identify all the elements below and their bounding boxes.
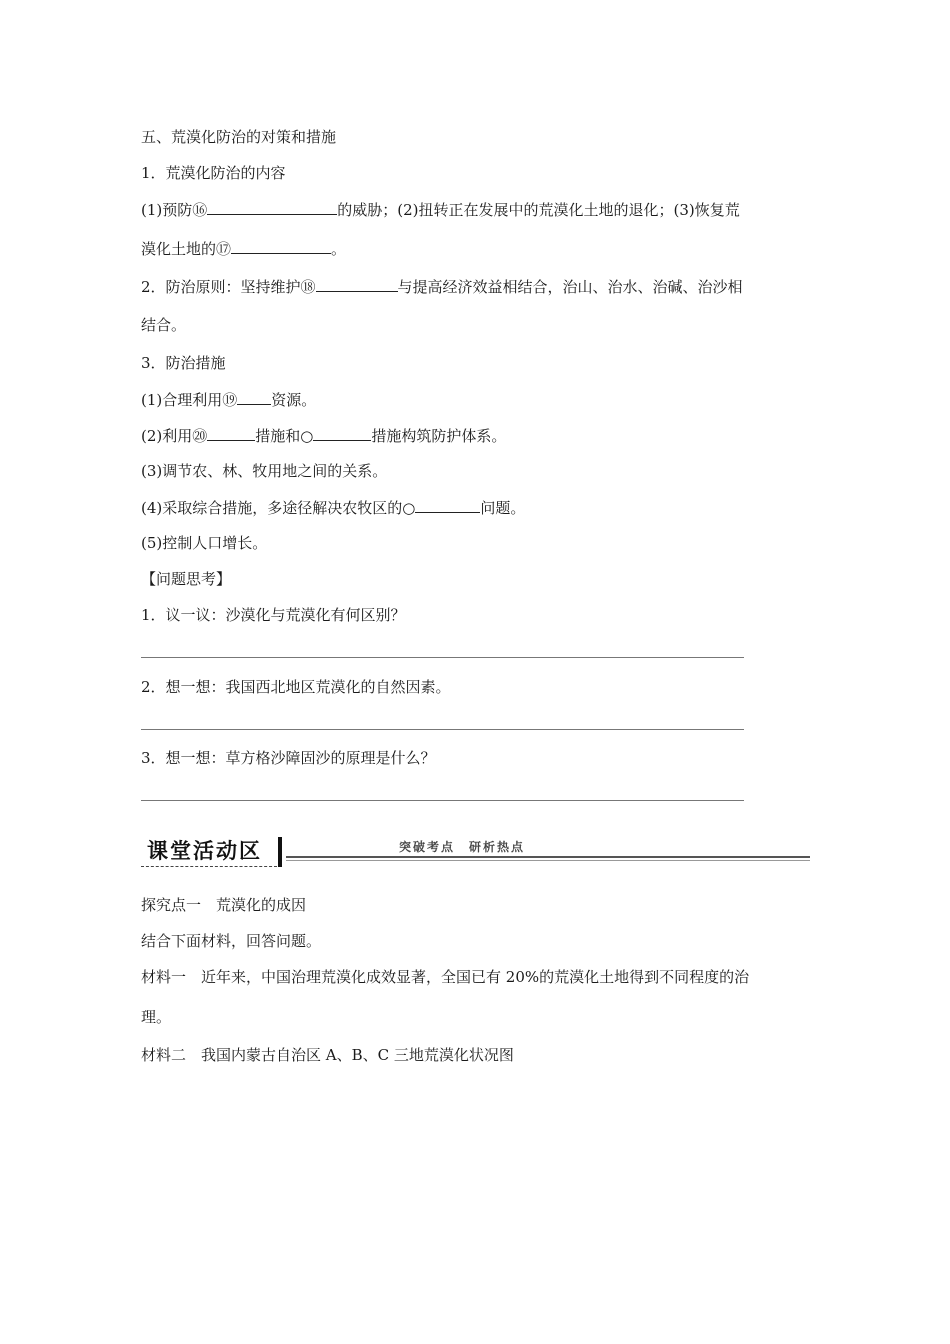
text: (4)采取综合措施，多途径解决农牧区的○ — [141, 499, 416, 517]
measure-2 — [141, 425, 506, 446]
text: 与提高经济效益相结合，治山、治水、治碱、治沙相 — [397, 278, 743, 296]
text: (1)合理利用⑲ — [141, 391, 238, 409]
fill-blank-19[interactable] — [237, 389, 271, 405]
section-heading: 五、荒漠化防治的对策和措施 — [141, 128, 337, 146]
text: (1)预防⑯ — [141, 201, 208, 219]
measure-5: (5)控制人口增长。 — [141, 534, 268, 552]
fill-blank-22[interactable] — [415, 497, 480, 513]
text: 的威胁；(2)扭转正在发展中的荒漠化土地的退化；(3)恢复荒 — [337, 201, 740, 219]
fill-blank-16[interactable] — [207, 199, 337, 215]
text: 资源。 — [271, 391, 317, 409]
measure-4 — [141, 497, 525, 518]
fill-blank-20[interactable] — [207, 425, 255, 441]
measure-1 — [141, 389, 316, 410]
measure-3: (3)调节农、林、牧用地之间的关系。 — [141, 462, 388, 480]
banner-divider-bar — [278, 837, 282, 867]
question-1: 1．议一议：沙漠化与荒漠化有何区别？ — [141, 606, 406, 624]
answer-line-3[interactable] — [141, 800, 744, 801]
item1-title: 1．荒漠化防治的内容 — [141, 164, 286, 182]
text: 措施构筑防护体系。 — [371, 427, 507, 445]
section-banner — [141, 837, 810, 869]
item3-title: 3．防治措施 — [141, 354, 226, 372]
text: 漠化土地的⑰ — [141, 240, 232, 258]
banner-rule-thin — [286, 860, 810, 861]
text: 措施和○ — [255, 427, 314, 445]
question-2: 2．想一想：我国西北地区荒漠化的自然因素。 — [141, 678, 451, 696]
answer-line-2[interactable] — [141, 729, 744, 730]
material-1-line2: 理。 — [141, 1008, 172, 1026]
banner-rule — [286, 856, 810, 858]
question-3: 3．想一想：草方格沙障固沙的原理是什么？ — [141, 749, 436, 767]
answer-line-1[interactable] — [141, 657, 744, 658]
banner-dash-underline — [141, 866, 277, 867]
text: 。 — [331, 240, 347, 258]
fill-blank-17[interactable] — [231, 238, 331, 254]
item1-para-line1 — [141, 199, 740, 220]
fill-blank-18[interactable] — [316, 276, 398, 292]
text: 2．防治原则：坚持维护⑱ — [141, 278, 316, 296]
text: (2)利用⑳ — [141, 427, 208, 445]
explore-point-title: 探究点一 荒漠化的成因 — [141, 896, 307, 914]
item1-para-line2 — [141, 238, 346, 259]
material-2: 材料二 我国内蒙古自治区 A、B、C 三地荒漠化状况图 — [141, 1046, 514, 1064]
item2-line1 — [141, 276, 743, 297]
questions-heading: 【问题思考】 — [141, 570, 232, 588]
item2-line2: 结合。 — [141, 316, 187, 334]
banner-subtitle: 突破考点 研析热点 — [399, 840, 526, 854]
fill-blank-21[interactable] — [313, 425, 371, 441]
text: 问题。 — [480, 499, 526, 517]
explore-instruction: 结合下面材料，回答问题。 — [141, 932, 322, 950]
material-1-line1: 材料一 近年来，中国治理荒漠化成效显著，全国已有 20%的荒漠化土地得到不同程度的治 — [141, 968, 750, 986]
banner-title: 课堂活动区 — [147, 839, 262, 863]
